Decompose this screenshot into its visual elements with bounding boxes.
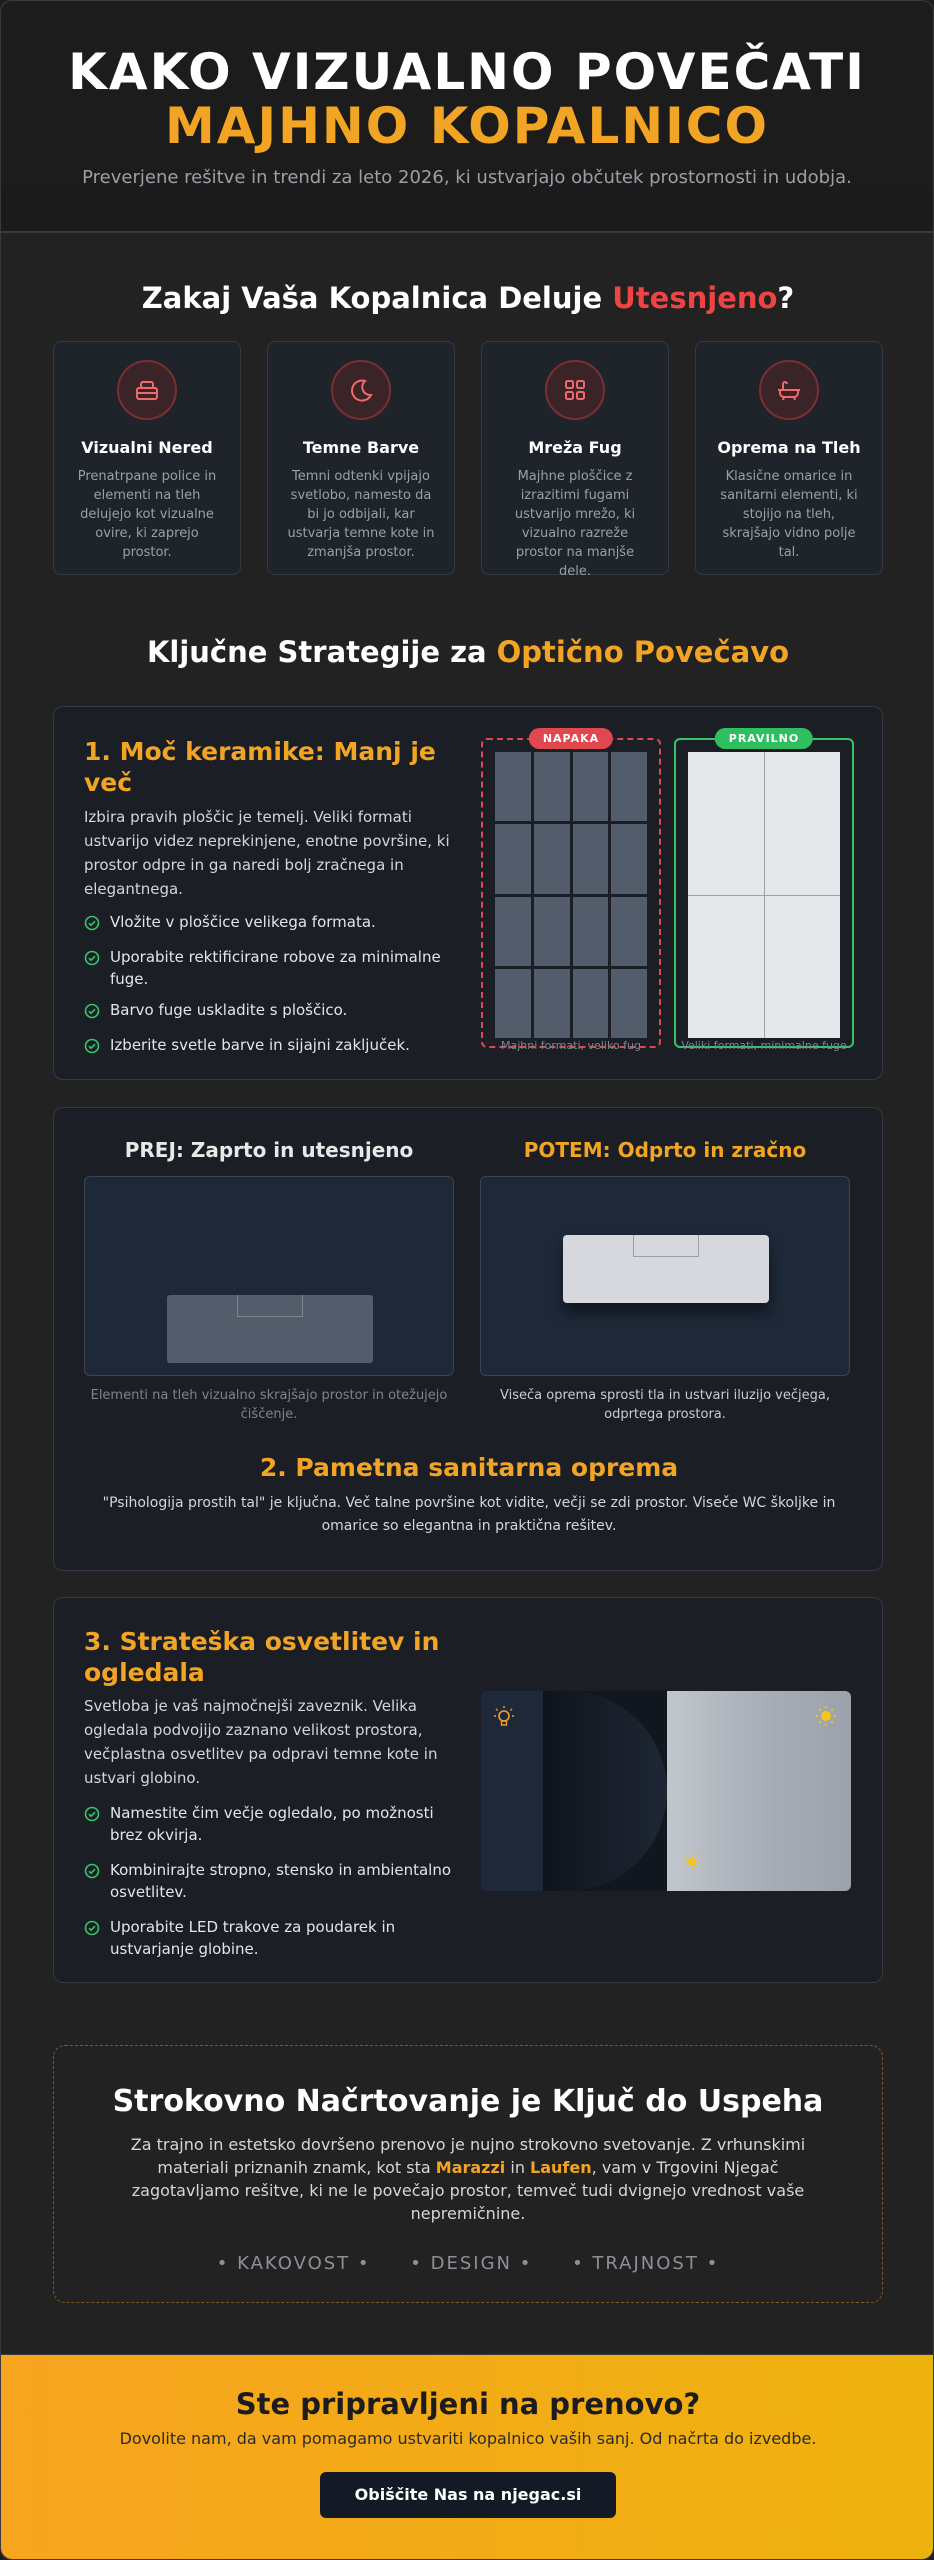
problem-card-text: Temni odtenki vpijajo svetlobo, namesto da bi jo odbijali, kar ustvarja temne kote in zmanjša prostor. [287,469,435,560]
value-durability: • TRAJNOST • [572,2253,720,2274]
closing-text-part: , vam v Trgovini Njegač zagotavljamo rešitve, ki ne le povečajo prostor, temveč tudi dvignejo vrednost vaše nepremičnine. [131,2158,805,2223]
large-tile-grid [688,752,840,1038]
closing-text [128,2133,808,2225]
problem-card [695,341,883,575]
brand-laufen: Laufen [530,2158,592,2177]
right-badge: PRAVILNO [715,728,813,749]
cta-title: Ste pripravljeni na prenovo? [235,2387,701,2421]
moon-icon [331,360,391,420]
grid-icon [545,360,605,420]
lighting-text: Svetloba je vaš najmočnejši zaveznik. Velika ogledala podvojijo zaznano velikost prostora, večplastna osvetlitev pa odpravi temne kote in ustvari globino. [84,1697,438,1787]
value-quality: • KAKOVOST • [216,2253,371,2274]
problem-card [53,341,241,575]
list-item [84,1802,464,1846]
small-tile-grid [495,752,647,1038]
hero-title-line1: KAKO VIZUALNO POVEČATI [68,43,866,101]
after-caption: Viseča oprema sprosti tla in ustvari iluzijo večjega, odprtega prostora. [500,1388,830,1422]
strategies-section-title [1,635,934,669]
values-row [54,2253,882,2274]
sanitary-strategy-card [53,1107,883,1571]
checklist-text: Namestite čim večje ogledalo, po možnosti brez okvirja. [110,1804,434,1844]
floor-cabinet [167,1295,373,1363]
right-caption: Veliki formati, minimalne fuge [681,1039,847,1052]
list-item [84,1916,464,1960]
wrong-caption: Majhni formati, veliko fug [501,1039,641,1052]
lighting-mirror-illustration [481,1691,851,1891]
problem-card-text: Prenatrpane police in elementi na tleh delujejo kot vizualne ovire, ki zaprejo prostor. [77,469,217,560]
problem-card-text: Majhne ploščice z izrazitimi fugami ustvarijo mrežo, ki vizualno razreže prostor na manjše dele. [514,469,636,579]
problem-card [267,341,455,575]
expert-planning-box [53,2045,883,2303]
hero-title-line2: MAJHNO KOPALNICO [165,97,769,155]
why-title-suffix: ? [777,281,795,315]
strategies-title-highlight: Optično Povečavo [496,635,790,669]
clutter-icon [117,360,177,420]
cta-subtitle: Dovolite nam, da vam pomagamo ustvariti kopalnico vaših sanj. Od načrta do izvedbe. [119,2429,817,2448]
closing-title: Strokovno Načrtovanje je Ključ do Uspeha [112,2084,824,2119]
check-circle-icon [84,1038,100,1060]
before-title: PREJ: Zaprto in utesnjeno [124,1138,414,1162]
sun-icon [815,1705,837,1731]
after-title: POTEM: Odprto in zračno [523,1138,807,1162]
lightbulb-icon [493,1705,515,1733]
problem-cards [53,341,883,579]
why-title-prefix: Zakaj Vaša Kopalnica Deluje [141,281,613,315]
problem-card-title: Mreža Fug [528,438,622,457]
closing-text-part: Za trajno in estetsko dovršeno prenovo je nujno strokovno svetovanje. Z vrhunskimi materiali priznanih znamk, kot sta [130,2135,806,2177]
ceramics-text: Izbira pravih ploščic je temelj. Veliki formati ustvarijo videz neprekinjene, enotne površine, ki prostor odpre in ga naredi bolj zračnega in elegantnega. [84,808,450,898]
list-item [84,999,464,1025]
ceramics-title: 1. Moč keramike: Manj je več [84,737,436,797]
checklist-text: Vložite v ploščice velikega formata. [110,913,376,931]
why-title-highlight: Utesnjeno [612,281,778,315]
hero-subtitle: Preverjene rešitve in trendi za leto 2026, ki ustvarjajo občutek prostornosti in udobja. [82,167,852,188]
after-illustration [480,1176,850,1376]
value-design: • DESIGN • [410,2253,533,2274]
cta-footer [1,2354,934,2560]
before-illustration [84,1176,454,1376]
brand-marazzi: Marazzi [435,2158,506,2177]
before-caption: Elementi na tleh vizualno skrajšajo prostor in otežujejo čiščenje. [90,1388,448,1422]
check-circle-icon [84,1003,100,1025]
hero-header [1,1,933,233]
sanitary-title: 2. Pametna sanitarna oprema [259,1453,679,1482]
strategies-title-prefix: Ključne Strategije za [146,635,497,669]
list-item [84,1034,464,1060]
checklist-text: Barvo fuge uskladite s ploščico. [110,1001,348,1019]
checklist-text: Kombinirajte stropno, stensko in ambientalno osvetlitev. [110,1861,452,1901]
check-circle-icon [84,950,100,972]
list-item [84,1859,464,1903]
list-item [84,946,464,990]
sun-icon-small [683,1853,701,1875]
checklist-text: Izberite svetle barve in sijajni zaključek. [110,1036,410,1054]
large-tiles-demo [674,732,854,1052]
problem-card-text: Klasične omarice in sanitarni elementi, ki stojijo na tleh, skrajšajo vidno polje tal. [720,469,858,560]
problem-card-title: Temne Barve [302,438,420,457]
check-circle-icon [84,915,100,937]
bathtub-icon [759,360,819,420]
check-circle-icon [84,1863,100,1885]
wall-hung-cabinet [563,1235,769,1303]
why-section-title [1,281,934,315]
checklist-text: Uporabite rektificirane robove za minimalne fuge. [110,948,441,988]
ceramics-strategy-card [53,706,883,1080]
ceramics-checklist [84,911,464,1069]
check-circle-icon [84,1806,100,1828]
visit-website-button[interactable]: Obiščite Nas na njegac.si [320,2472,616,2518]
sanitary-text: "Psihologija prostih tal" je ključna. Več talne površine kot vidite, večji se zdi prostor. Viseče WC školjke in omarice so elegantna in praktična rešitev. [102,1495,836,1534]
closing-text-part: in [505,2158,531,2177]
problem-card [481,341,669,579]
problem-card-title: Oprema na Tleh [717,438,861,457]
lighting-strategy-card [53,1597,883,1983]
list-item [84,911,464,937]
lighting-title: 3. Strateška osvetlitev in ogledala [84,1627,440,1687]
checklist-text: Uporabite LED trakove za poudarek in ustvarjanje globine. [110,1918,396,1958]
problem-card-title: Vizualni Nered [81,438,213,457]
lighting-checklist [84,1802,464,1969]
wrong-badge: NAPAKA [529,728,613,749]
small-tiles-demo [481,732,661,1052]
check-circle-icon [84,1920,100,1942]
